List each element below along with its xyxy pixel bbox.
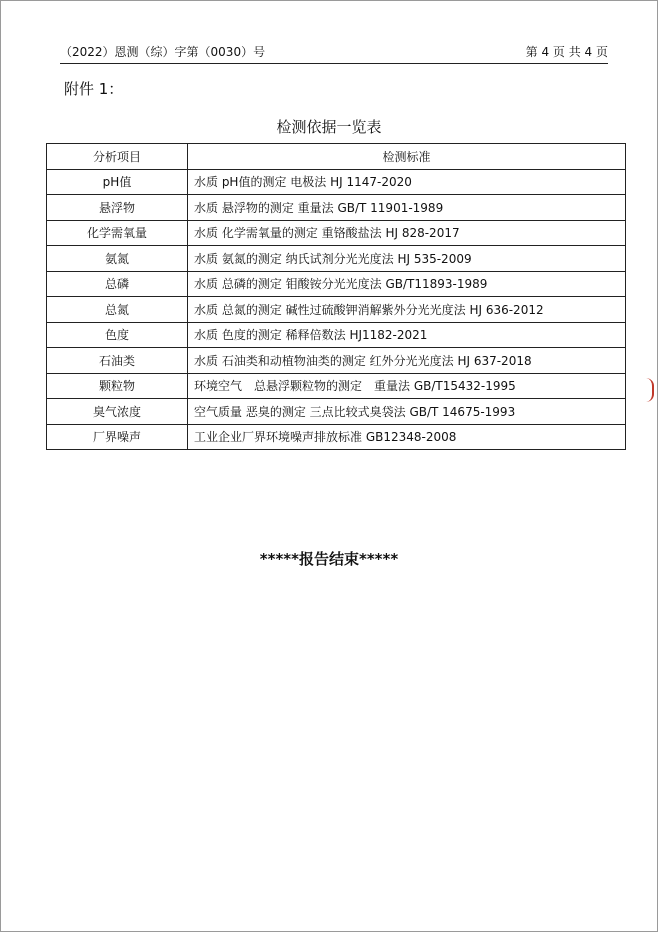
analysis-item-cell: 色度 <box>47 322 188 348</box>
standard-cell: 环境空气 总悬浮颗粒物的测定 重量法 GB/T15432-1995 <box>188 373 626 399</box>
analysis-item-cell: 石油类 <box>47 348 188 374</box>
table-row <box>47 169 626 195</box>
standard-cell: 水质 氨氮的测定 纳氏试剂分光光度法 HJ 535-2009 <box>188 246 626 272</box>
table-row <box>47 322 626 348</box>
report-end-marker: *****报告结束***** <box>259 550 399 568</box>
table-header-row <box>47 144 626 170</box>
table-row <box>47 399 626 425</box>
analysis-item-cell: 厂界噪声 <box>47 424 188 450</box>
attachment-label: 附件 1： <box>64 80 124 98</box>
table-row <box>47 424 626 450</box>
column-header-standard: 检测标准 <box>188 144 626 170</box>
standard-cell: 水质 化学需氧量的测定 重铬酸盐法 HJ 828-2017 <box>188 220 626 246</box>
table-row <box>47 246 626 272</box>
table-row <box>47 348 626 374</box>
standard-cell: 水质 悬浮物的测定 重量法 GB/T 11901-1989 <box>188 195 626 221</box>
header-divider <box>60 63 608 64</box>
standard-cell: 工业企业厂界环境噪声排放标准 GB12348-2008 <box>188 424 626 450</box>
analysis-item-cell: 总磷 <box>47 271 188 297</box>
analysis-item-cell: 颗粒物 <box>47 373 188 399</box>
standard-cell: 水质 总氮的测定 碱性过硫酸钾消解紫外分光光度法 HJ 636-2012 <box>188 297 626 323</box>
analysis-item-cell: 总氮 <box>47 297 188 323</box>
standard-cell: 水质 石油类和动植物油类的测定 红外分光光度法 HJ 637-2018 <box>188 348 626 374</box>
page-info: 第 4 页 共 4 页 <box>525 45 608 59</box>
standard-cell: 水质 pH值的测定 电极法 HJ 1147-2020 <box>188 169 626 195</box>
analysis-item-cell: pH值 <box>47 169 188 195</box>
analysis-item-cell: 臭气浓度 <box>47 399 188 425</box>
standard-cell: 空气质量 恶臭的测定 三点比较式臭袋法 GB/T 14675-1993 <box>188 399 626 425</box>
analysis-item-cell: 氨氮 <box>47 246 188 272</box>
table-row <box>47 297 626 323</box>
standard-cell: 水质 色度的测定 稀释倍数法 HJ1182-2021 <box>188 322 626 348</box>
column-header-item: 分析项目 <box>47 144 188 170</box>
analysis-item-cell: 悬浮物 <box>47 195 188 221</box>
analysis-item-cell: 化学需氧量 <box>47 220 188 246</box>
table-row <box>47 373 626 399</box>
table-title: 检测依据一览表 <box>276 118 382 136</box>
table-row <box>47 271 626 297</box>
table-row <box>47 195 626 221</box>
standard-cell: 水质 总磷的测定 钼酸铵分光光度法 GB/T11893-1989 <box>188 271 626 297</box>
standards-table <box>46 143 626 450</box>
page-header <box>60 42 608 62</box>
table-row <box>47 220 626 246</box>
report-number: （2022）恩测（综）字第（0030）号 <box>60 45 266 59</box>
